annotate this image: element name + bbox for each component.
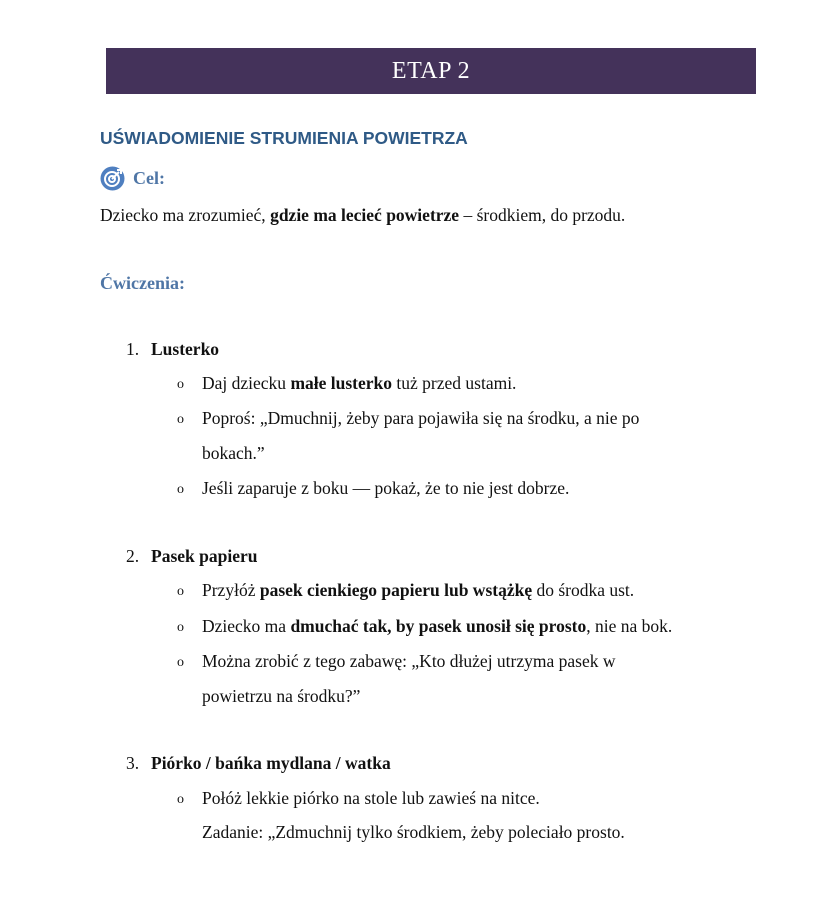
list-item: Poproś: „Dmuchnij, żeby para pojawiła się na środku, a nie po bbox=[202, 408, 640, 428]
exercises-heading: Ćwiczenia: bbox=[100, 273, 185, 293]
goal-row bbox=[100, 166, 165, 191]
list-item: Można zrobić z tego zabawę: „Kto dłużej utrzyma pasek w bbox=[202, 651, 616, 671]
list-item-continuation: bokach.” bbox=[202, 443, 265, 463]
list-item: Daj dziecku małe lusterko tuż przed ustami. bbox=[202, 373, 517, 393]
bullet-icon: o bbox=[177, 377, 184, 392]
list-item-continuation: Zadanie: „Zdmuchnij tylko środkiem, żeby poleciało prosto. bbox=[202, 822, 625, 842]
goal-text: Dziecko ma zrozumieć, gdzie ma lecieć powietrze – środkiem, do przodu. bbox=[100, 205, 626, 225]
bullet-icon: o bbox=[177, 584, 184, 599]
section-title: UŚWIADOMIENIE STRUMIENIA POWIETRZA bbox=[100, 128, 468, 148]
bullet-icon: o bbox=[177, 792, 184, 807]
target-icon bbox=[100, 166, 125, 191]
stage-banner bbox=[106, 48, 756, 94]
list-item: Dziecko ma dmuchać tak, by pasek unosił się prosto, nie na bok. bbox=[202, 616, 673, 636]
list-item-continuation: powietrzu na środku?” bbox=[202, 686, 361, 706]
exercise-title: 1. Lusterko bbox=[126, 339, 220, 359]
goal-label: Cel: bbox=[133, 168, 165, 188]
bullet-icon: o bbox=[177, 482, 184, 497]
stage-title: ETAP 2 bbox=[391, 57, 471, 84]
bullet-icon: o bbox=[177, 412, 184, 427]
list-item: Przyłóż pasek cienkiego papieru lub wstążkę do środka ust. bbox=[202, 580, 635, 600]
bullet-icon: o bbox=[177, 655, 184, 670]
list-item: Jeśli zaparuje z boku — pokaż, że to nie jest dobrze. bbox=[202, 478, 570, 498]
exercise-title: 3. Piórko / bańka mydlana / watka bbox=[126, 753, 391, 773]
bullet-icon: o bbox=[177, 620, 184, 635]
list-item: Połóż lekkie piórko na stole lub zawieś na nitce. bbox=[202, 788, 540, 808]
exercise-title: 2. Pasek papieru bbox=[126, 546, 258, 566]
